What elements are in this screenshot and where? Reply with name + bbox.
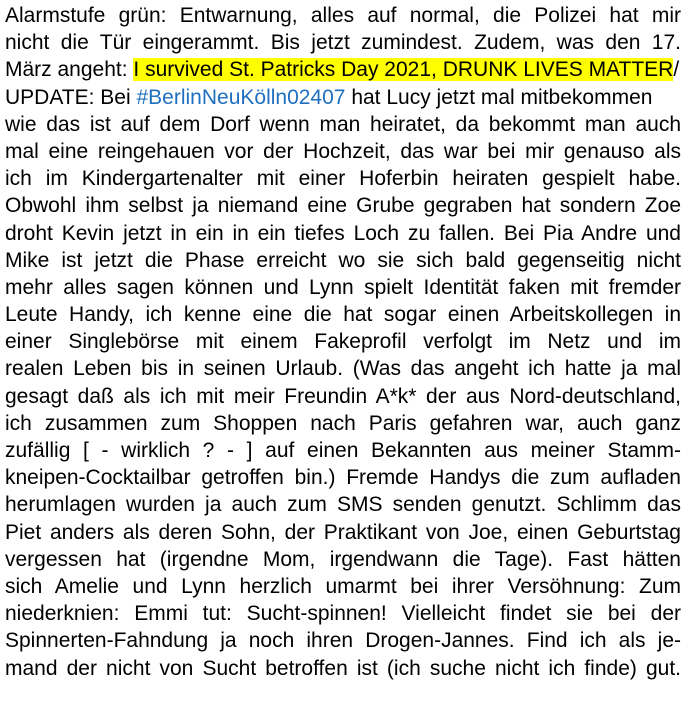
text-line: realen Leben bis in seinen Urlaub. (Was das angeht ich hatte ja mal	[5, 357, 681, 381]
text-line: sich Amelie und Lynn herzlich umarmt bei ihrer Versöhnung: Zum	[5, 574, 681, 598]
text-line: kneipen-Cocktailbar getroffen bin.) Fremde Handys die zum aufladen	[5, 466, 681, 490]
text-segment: hat Lucy jetzt mal mitbekommen	[345, 85, 653, 109]
text-line: gesagt daß als ich mit meir Freundin A*k* der aus Nord-deutschland,	[5, 384, 681, 408]
text-line: Mike ist jetzt die Phase erreicht wo sie sich bald gegenseitig nicht	[5, 248, 681, 272]
hashtag-link[interactable]: #BerlinNeuKölln02407	[136, 85, 346, 109]
text-line: herumlagen wurden ja auch zum SMS senden genutzt. Schlimm das	[5, 493, 681, 517]
text-line: Obwohl ihm selbst ja niemand eine Grube gegraben hat sondern Zoe	[5, 194, 681, 218]
text-line: Leute Handy, ich kenne eine die hat sogar einen Arbeitskollegen in	[5, 303, 681, 327]
text-line: vergessen hat (irgendne Mom, irgendwann die Tage). Fast hätten	[5, 547, 681, 571]
text-line: droht Kevin jetzt in ein in ein tiefes Loch zu fallen. Bei Pia Andre und	[5, 221, 681, 245]
text-segment: /	[673, 58, 680, 82]
text-line: mehr alles sagen können und Lynn spielt Identität faken mit fremder	[5, 275, 681, 299]
text-line: ich im Kindergartenalter mit einer Hoferbin heiraten gespielt habe.	[5, 167, 681, 191]
text-line: zufällig [ - wirklich ? - ] auf einen Bekannten aus meiner Stamm-	[5, 439, 681, 462]
text-line: Piet anders als deren Sohn, der Praktikant von Joe, einen Geburtstag	[5, 520, 681, 544]
text-line: Spinnerten-Fahndung ja noch ihren Drogen-Jannes. Find ich als je-	[5, 629, 681, 653]
text-line	[5, 56, 681, 83]
text-line: mand der nicht von Sucht betroffen ist (ich suche nicht ich finde) gut.	[5, 656, 681, 680]
text-line: Alarmstufe grün: Entwarnung, alles auf normal, die Polizei hat mir	[5, 4, 681, 27]
text-line: wie das ist auf dem Dorf wenn man heiratet, da bekommt man auch	[5, 112, 681, 136]
text-line: niederknien: Emmi tut: Sucht-spinnen! Vielleicht findet sie bei der	[5, 602, 681, 626]
document-text	[5, 2, 681, 682]
text-line: ich zusammen zum Shoppen nach Paris gefahren war, auch ganz	[5, 411, 681, 435]
text-line: mal eine reingehauen vor der Hochzeit, das war bei mir genauso als	[5, 139, 681, 163]
text-line: nicht die Tür eingerammt. Bis jetzt zumindest. Zudem, was den 17.	[5, 31, 681, 55]
highlighted-text: I survived St. Patricks Day 2021, DRUNK LIVES MATTER	[133, 58, 674, 82]
text-line: einer Singlebörse mit einem Fakeprofil verfolgt im Netz und im	[5, 330, 681, 354]
text-segment: März angeht:	[5, 58, 134, 82]
text-segment: UPDATE: Bei	[5, 85, 137, 109]
text-line	[5, 84, 681, 111]
